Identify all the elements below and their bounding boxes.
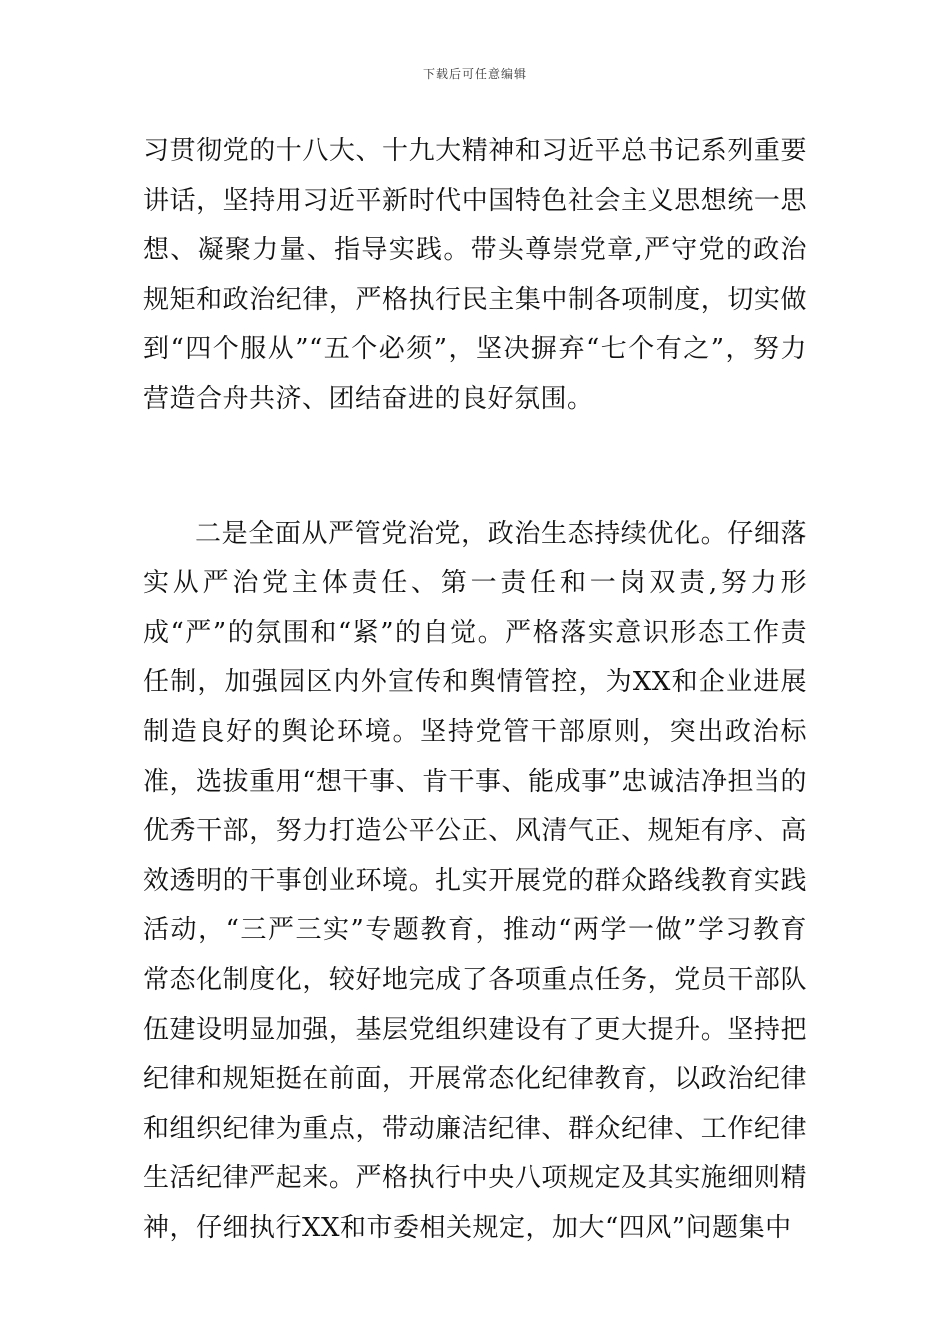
document-body xyxy=(143,127,807,1253)
paragraph-spacer xyxy=(143,425,807,510)
paragraph-continued: 习贯彻党的十八大、十九大精神和习近平总书记系列重要讲话，坚持用习近平新时代中国特色社会主义思想统一思想、凝聚力量、指导实践。带头尊崇党章,严守党的政治规矩和政治纪律，严格执行民主集中制各项制度，切实做到“四个服从”“五个必须”，坚决摒弃“七个有之”，努力营造合舟共济、团结奋进的良好氛围。 xyxy=(143,136,807,414)
paragraph-section-two: 二是全面从严管党治党，政治生态持续优化。仔细落实从严治党主体责任、第一责任和一岗双责,努力形成“严”的氛围和“紧”的自觉。严格落实意识形态工作责任制，加强园区内外宣传和舆情管控，为XX和企业进展制造良好的舆论环境。坚持党管干部原则，突出政治标准，选拔重用“想干事、肯干事、能成事”忠诚洁净担当的优秀干部，努力打造公平公正、风清气正、规矩有序、高效透明的干事创业环境。扎实开展党的群众路线教育实践活动，“三严三实”专题教育，推动“两学一做”学习教育常态化制度化，较好地完成了各项重点任务，党员干部队伍建设明显加强，基层党组织建设有了更大提升。坚持把纪律和规矩挺在前面，开展常态化纪律教育，以政治纪律和组织纪律为重点，带动廉洁纪律、群众纪律、工作纪律生活纪律严起来。严格执行中央八项规定及其实施细则精神，仔细执行XX和市委相关规定，加大“四风”问题集中 xyxy=(143,518,807,1243)
page-header-note: 下载后可任意编辑 xyxy=(422,67,527,81)
